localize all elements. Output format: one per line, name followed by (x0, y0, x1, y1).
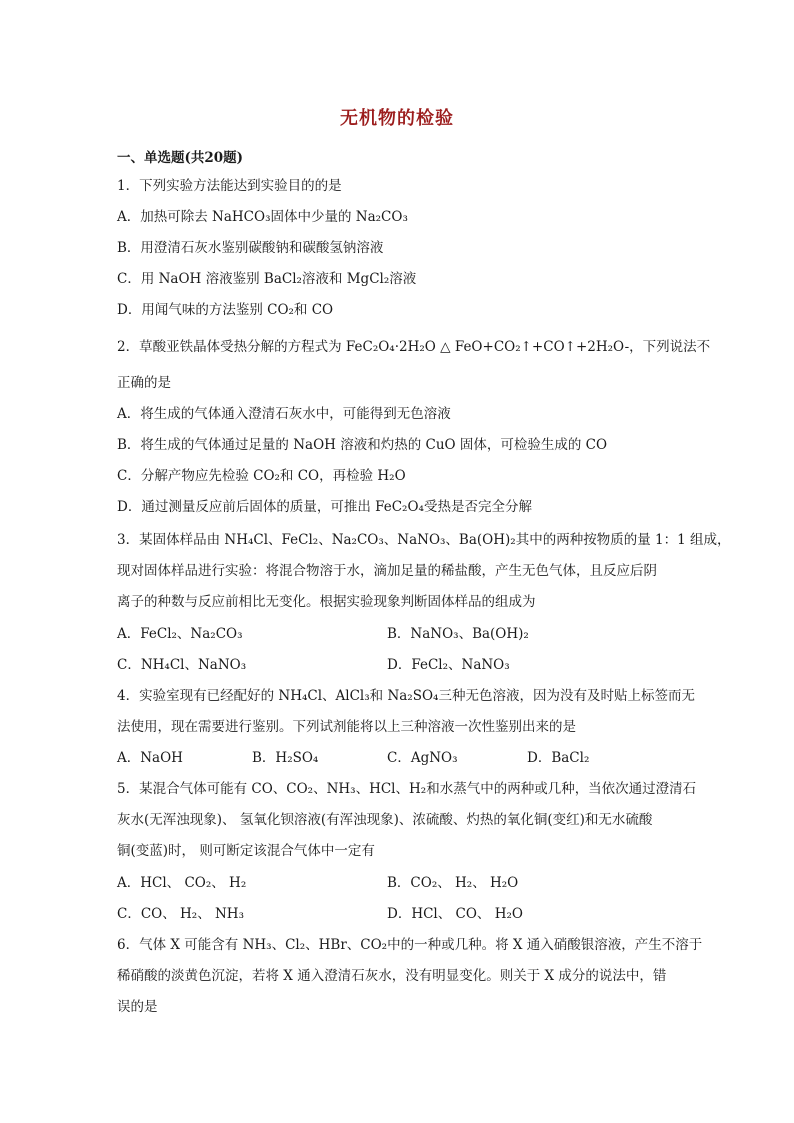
question-3-option-b: B．NaNO₃、Ba(OH)₂ (387, 626, 529, 642)
question-3-stem-line-2: 现对固体样品进行实验：将混合物溶于水，滴加足量的稀盐酸，产生无色气体，且反应后阴 (117, 563, 657, 579)
question-5-option-c: C．CO、 H₂、 NH₃ (117, 906, 244, 922)
question-5-stem-line-1: 5．某混合气体可能有 CO、CO₂、NH₃、HCl、H₂和水蒸气中的两种或几种，当依次通过澄清石 (117, 781, 697, 797)
question-5-option-b: B．CO₂、 H₂、 H₂O (387, 875, 519, 891)
question-2-stem-line-1: 2．草酸亚铁晶体受热分解的方程式为 FeC₂O₄·2H₂O △ FeO+CO₂↑+CO↑+2H₂O-，下列说法不 (117, 339, 711, 355)
question-2-option-a: A．将生成的气体通入澄清石灰水中，可能得到无色溶液 (117, 406, 451, 422)
question-4-option-b: B．H₂SO₄ (252, 750, 319, 766)
question-1-option-b: B．用澄清石灰水鉴别碳酸钠和碳酸氢钠溶液 (117, 240, 384, 256)
question-1-option-a: A．加热可除去 NaHCO₃固体中少量的 Na₂CO₃ (117, 209, 408, 225)
question-6-stem-line-3: 误的是 (117, 999, 158, 1015)
question-2-option-b: B．将生成的气体通过足量的 NaOH 溶液和灼热的 CuO 固体，可检验生成的 CO (117, 437, 608, 453)
question-3-option-c: C．NH₄Cl、NaNO₃ (117, 657, 247, 673)
question-3-stem-line-3: 离子的种数与反应前相比无变化。根据实验现象判断固体样品的组成为 (117, 594, 536, 610)
question-4-option-a: A．NaOH (117, 750, 183, 766)
section-heading: 一、单选题(共20题) (117, 150, 244, 166)
question-2-stem-line-2: 正确的是 (117, 375, 171, 391)
question-5-stem-line-3: 铜(变蓝)时， 则可断定该混合气体中一定有 (117, 843, 375, 859)
question-5-option-a: A．HCl、 CO₂、 H₂ (117, 875, 247, 891)
question-3-option-a: A．FeCl₂、Na₂CO₃ (117, 626, 243, 642)
page-title: 无机物的检验 (340, 108, 454, 129)
question-3-option-d: D．FeCl₂、NaNO₃ (387, 657, 510, 673)
question-1-stem: 1．下列实验方法能达到实验目的的是 (117, 178, 342, 194)
question-4-stem-line-2: 法使用，现在需要进行鉴别。下列试剂能将以上三种溶液一次性鉴别出来的是 (117, 719, 576, 735)
question-4-option-c: C．AgNO₃ (387, 750, 458, 766)
question-6-stem-line-1: 6．气体 X 可能含有 NH₃、Cl₂、HBr、CO₂中的一种或几种。将 X 通入硝酸银溶液，产生不溶于 (117, 937, 703, 953)
question-2-option-c: C．分解产物应先检验 CO₂和 CO，再检验 H₂O (117, 468, 406, 484)
question-2-option-d: D．通过测量反应前后固体的质量，可推出 FeC₂O₄受热是否完全分解 (117, 499, 532, 515)
question-1-option-c: C．用 NaOH 溶液鉴别 BaCl₂溶液和 MgCl₂溶液 (117, 271, 417, 287)
question-4-stem-line-1: 4．实验室现有已经配好的 NH₄Cl、AlCl₃和 Na₂SO₄三种无色溶液，因为没有及时贴上标签而无 (117, 688, 695, 704)
question-6-stem-line-2: 稀硝酸的淡黄色沉淀，若将 X 通入澄清石灰水，没有明显变化。则关于 X 成分的说法中，错 (117, 968, 667, 984)
question-4-option-d: D．BaCl₂ (527, 750, 590, 766)
question-5-stem-line-2: 灰水(无浑浊现象)、 氢氧化钡溶液(有浑浊现象)、浓硫酸、灼热的氧化铜(变红)和无水硫酸 (117, 812, 653, 828)
question-3-stem-line-1: 3．某固体样品由 NH₄Cl、FeCl₂、Na₂CO₃、NaNO₃、Ba(OH)₂其中的两种按物质的量 1：1 组成， (117, 532, 731, 548)
question-5-option-d: D．HCl、 CO、 H₂O (387, 906, 523, 922)
question-1-option-d: D．用闻气味的方法鉴别 CO₂和 CO (117, 302, 334, 318)
